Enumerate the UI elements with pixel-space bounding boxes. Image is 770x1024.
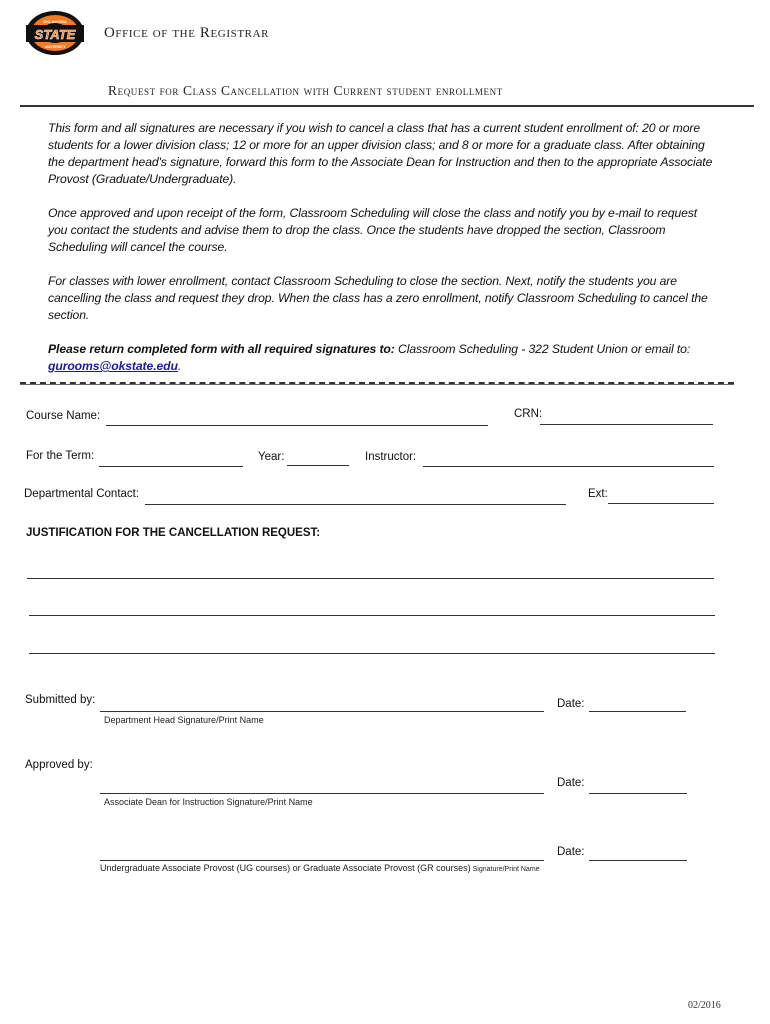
provost-caption-main: Undergraduate Associate Provost (UG courses) or Graduate Associate Provost (GR courses) [100, 863, 471, 873]
instructions-paragraph-2: Once approved and upon receipt of the form, Classroom Scheduling will close the class and notify you by e-mail to request you contact the students and advise them to drop the class. Once the students have dropped the section, Classroom Scheduling will cancel the course. [48, 206, 698, 254]
year-field[interactable] [287, 465, 349, 466]
osu-logo [24, 10, 86, 56]
dept-contact-field[interactable] [145, 504, 566, 505]
return-text: Classroom Scheduling - 322 Student Union or email to: [394, 342, 691, 356]
dept-head-signature-field[interactable] [100, 711, 544, 712]
date-label-1: Date: [557, 698, 585, 710]
revision-date: 02/2016 [688, 1000, 721, 1011]
term-field[interactable] [99, 466, 243, 467]
justification-line-2[interactable] [29, 615, 715, 616]
logo-text-bottom: UNIVERSITY [44, 45, 66, 49]
crn-label: CRN: [514, 408, 543, 420]
ext-field[interactable] [608, 503, 714, 504]
dept-head-caption: Department Head Signature/Print Name [104, 715, 264, 725]
course-name-field[interactable] [106, 425, 488, 426]
instructions-paragraph-1: This form and all signatures are necessary if you wish to cancel a class that has a current student enrollment of: 20 or more students for a lower division class; 12 or more for an upper division class; and 8 or more for a graduate class. After obtaining the department head's signature, forward this form to the Associate Dean for Instruction and then to the appropriate Associate Provost (Graduate/Undergraduate). [48, 121, 713, 186]
submitted-by-label: Submitted by: [25, 694, 96, 706]
justification-line-1[interactable] [27, 578, 714, 579]
logo-text-main: STATE [34, 27, 76, 42]
term-label: For the Term: [26, 450, 95, 462]
date-label-2: Date: [557, 777, 585, 789]
dept-contact-label: Departmental Contact: [24, 488, 140, 500]
return-bold: Please return completed form with all required signatures to: [48, 342, 395, 356]
date-field-2[interactable] [589, 793, 687, 794]
instructions-paragraph-3: For classes with lower enrollment, contact Classroom Scheduling to close the section. Next, notify the students you are cancelling the class and request they drop. When the class has a zero enrollment, notify Classroom Scheduling to cancel the section. [48, 274, 708, 322]
date-label-3: Date: [557, 846, 585, 858]
crn-field[interactable] [540, 424, 713, 425]
assoc-dean-signature-field[interactable] [100, 793, 544, 794]
return-period: . [177, 359, 182, 373]
provost-signature-field[interactable] [100, 860, 544, 861]
approved-by-label: Approved by: [25, 759, 93, 771]
ext-label: Ext: [588, 488, 608, 500]
section-divider-underline [20, 384, 734, 385]
date-field-3[interactable] [589, 860, 687, 861]
justification-line-3[interactable] [29, 653, 715, 654]
office-title: Office of the Registrar [104, 25, 270, 41]
form-title: Request for Class Cancellation with Current student enrollment [108, 83, 503, 98]
justification-title: JUSTIFICATION FOR THE CANCELLATION REQUEST: [26, 527, 321, 539]
instructor-label: Instructor: [365, 451, 417, 463]
instructor-field[interactable] [423, 466, 714, 467]
logo-text-top: OKLAHOMA [43, 19, 67, 24]
year-label: Year: [258, 451, 285, 463]
assoc-dean-caption: Associate Dean for Instruction Signature/Print Name [104, 797, 313, 807]
return-instructions [48, 341, 718, 375]
course-name-label: Course Name: [26, 410, 101, 422]
provost-caption-small: Signature/Print Name [470, 866, 540, 873]
header-divider [20, 105, 754, 107]
email-link[interactable]: gurooms@okstate.edu [48, 359, 178, 373]
provost-caption [100, 863, 540, 873]
date-field-1[interactable] [589, 711, 686, 712]
instructions [48, 120, 718, 392]
